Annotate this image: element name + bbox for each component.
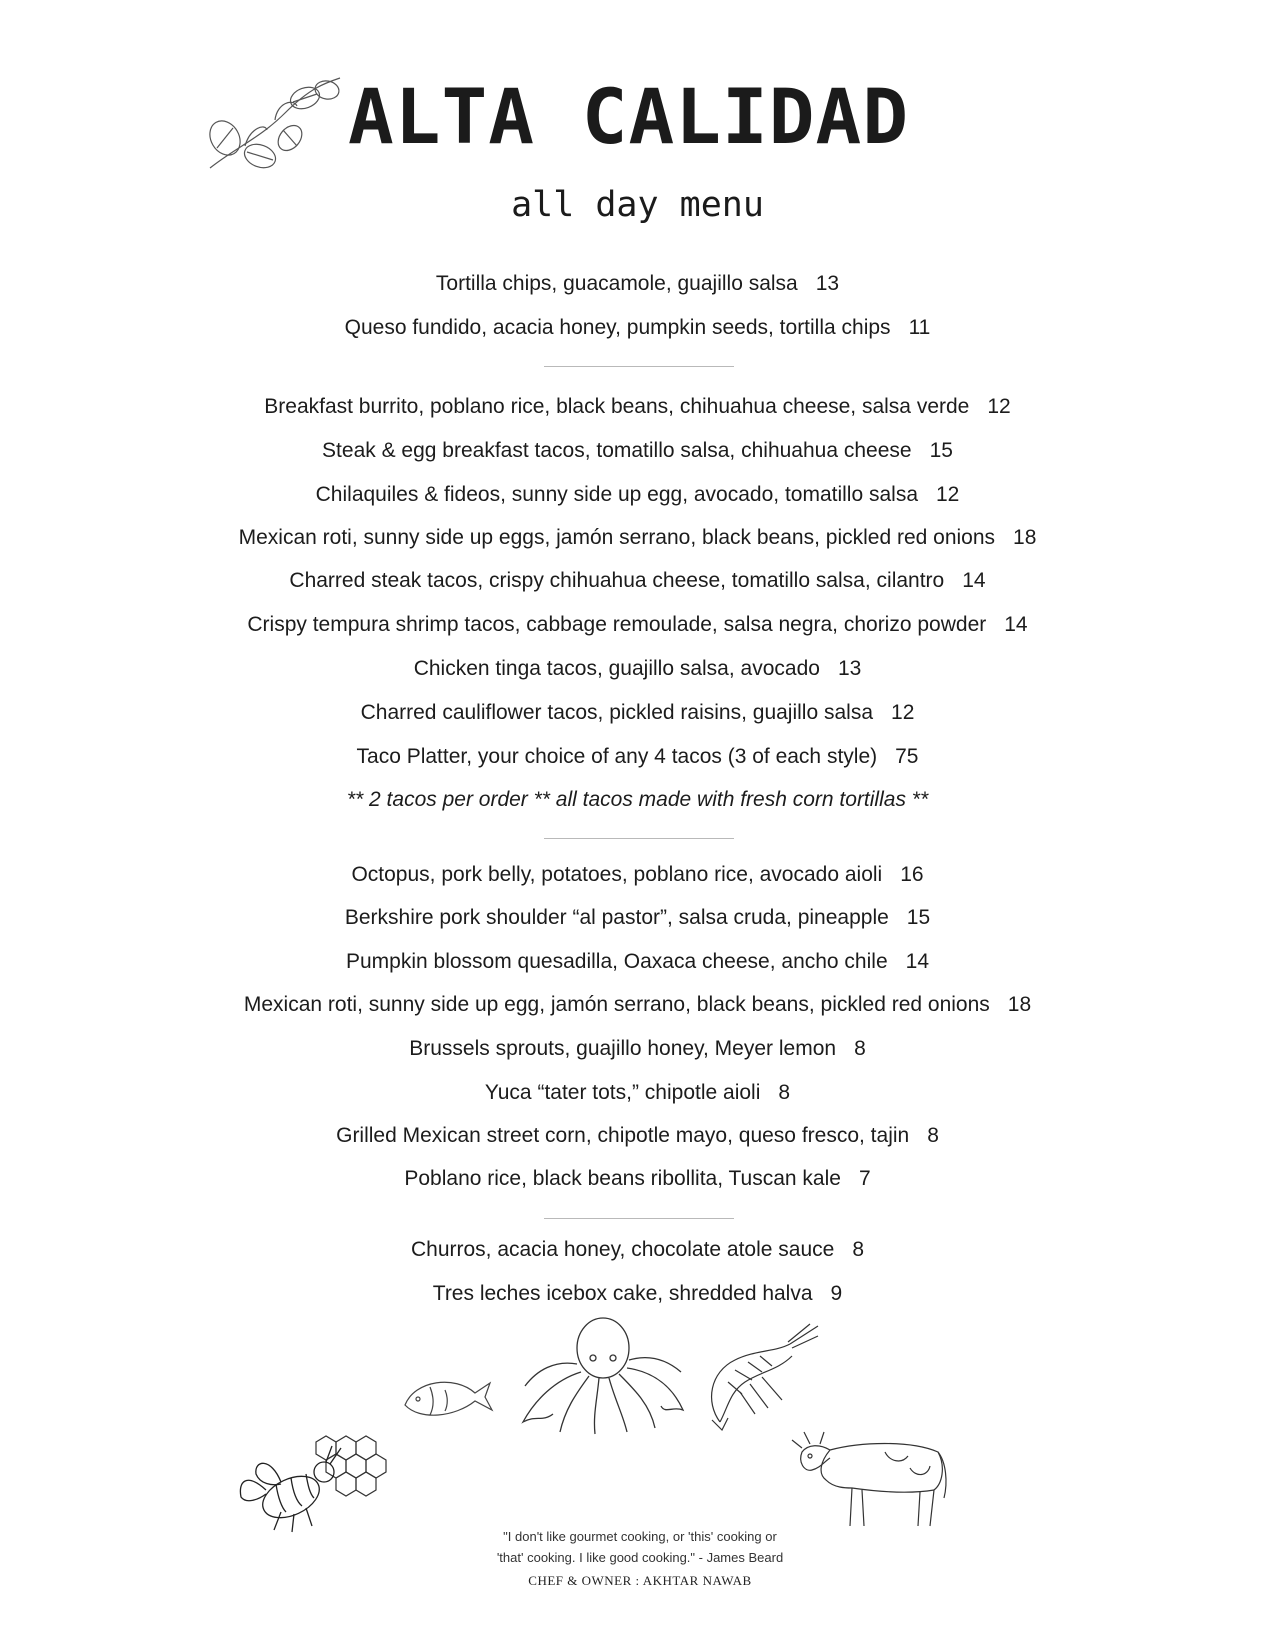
item-price: 14 (905, 950, 929, 973)
item-price: 16 (900, 863, 924, 886)
section-divider (544, 366, 734, 367)
quote-line: "I don't like gourmet cooking, or 'this' cooking or (503, 1529, 777, 1544)
shrimp-icon (700, 1322, 820, 1434)
item-price: 14 (962, 569, 986, 592)
item-price: 14 (1004, 613, 1028, 636)
item-name: Mexican roti, sunny side up eggs, jamón serrano, black beans, pickled red onions (238, 526, 996, 549)
item-price: 11 (908, 316, 931, 339)
item-price: 8 (927, 1124, 939, 1147)
menu-item (0, 947, 1275, 977)
quote-line: 'that' cooking. I like good cooking." - James Beard (496, 1550, 784, 1565)
item-name: Grilled Mexican street corn, chipotle mayo, queso fresco, tajin (336, 1124, 910, 1147)
item-name: Yuca “tater tots,” chipotle aioli (484, 1081, 761, 1104)
item-name: Breakfast burrito, poblano rice, black beans, chihuahua cheese, salsa verde (264, 395, 970, 418)
section-divider (544, 838, 734, 839)
menu-title: all day menu (511, 185, 764, 225)
item-price: 8 (778, 1081, 791, 1104)
chef-credit: CHEF & OWNER : AKHTAR NAWAB (528, 1573, 752, 1588)
item-name: Charred cauliflower tacos, pickled raisins, guajillo salsa (360, 701, 874, 724)
item-name: Octopus, pork belly, potatoes, poblano rice, avocado aioli (351, 863, 883, 886)
item-price: 15 (906, 906, 931, 929)
item-price: 7 (858, 1167, 871, 1190)
item-name: Berkshire pork shoulder “al pastor”, salsa cruda, pineapple (344, 906, 889, 929)
menu-item (0, 1078, 1275, 1108)
item-price: 12 (987, 395, 1011, 418)
item-price: 8 (854, 1037, 866, 1060)
item-name: Churros, acacia honey, chocolate atole sauce (410, 1238, 835, 1261)
item-price: 15 (929, 439, 953, 462)
item-price: 8 (852, 1238, 865, 1261)
menu-item (0, 742, 1275, 772)
item-price: 75 (895, 745, 919, 768)
menu-item (0, 566, 1275, 596)
item-name: Poblano rice, black beans ribollita, Tuscan kale (404, 1167, 841, 1190)
item-price: 12 (936, 483, 960, 506)
menu-item (0, 1279, 1275, 1309)
item-price: 18 (1013, 526, 1037, 549)
cow-icon (790, 1422, 950, 1532)
restaurant-name: ALTA CALIDAD (348, 72, 910, 161)
menu-item (0, 610, 1275, 640)
menu-item (0, 1164, 1275, 1194)
menu-item (0, 436, 1275, 466)
quote (440, 1526, 840, 1568)
section-divider (544, 1218, 734, 1219)
item-name: Steak & egg breakfast tacos, tomatillo salsa, chihuahua cheese (322, 439, 912, 462)
menu-item (0, 654, 1275, 684)
item-name: Queso fundido, acacia honey, pumpkin seeds, tortilla chips (344, 316, 891, 339)
menu-item (0, 313, 1275, 343)
logo (205, 62, 910, 182)
taco-note: ** 2 tacos per order ** all tacos made with fresh corn tortillas ** (346, 788, 929, 811)
item-price: 13 (837, 657, 862, 680)
menu-item (0, 860, 1275, 890)
item-name: Chilaquiles & fideos, sunny side up egg, avocado, tomatillo salsa (315, 483, 918, 506)
item-name: Chicken tinga tacos, guajillo salsa, avocado (413, 657, 820, 680)
item-name: Pumpkin blossom quesadilla, Oaxaca cheese, ancho chile (345, 950, 888, 973)
item-name: Charred steak tacos, crispy chihuahua cheese, tomatillo salsa, cilantro (289, 569, 945, 592)
menu-item (0, 480, 1275, 510)
bee-icon (236, 1442, 351, 1534)
fish-icon (400, 1365, 495, 1423)
item-name: Tortilla chips, guacamole, guajillo salsa (435, 272, 798, 295)
item-name: Tres leches icebox cake, shredded halva (432, 1282, 813, 1305)
item-price: 13 (815, 272, 840, 295)
menu-item (0, 1235, 1275, 1265)
menu-item (0, 1121, 1275, 1151)
item-name: Mexican roti, sunny side up egg, jamón serrano, black beans, pickled red onions (243, 993, 990, 1016)
menu-item (0, 1034, 1275, 1064)
item-price: 12 (891, 701, 915, 724)
item-name: Brussels sprouts, guajillo honey, Meyer lemon (409, 1037, 837, 1060)
item-price: 18 (1007, 993, 1032, 1016)
item-name: Taco Platter, your choice of any 4 tacos (3 of each style) (356, 745, 878, 768)
menu-item (0, 990, 1275, 1020)
menu-item (0, 392, 1275, 422)
menu-item (0, 698, 1275, 728)
menu-item (0, 523, 1275, 553)
item-price: 9 (830, 1282, 843, 1305)
vine-icon (205, 68, 345, 178)
menu-item (0, 269, 1275, 299)
menu-item (0, 903, 1275, 933)
item-name: Crispy tempura shrimp tacos, cabbage remoulade, salsa negra, chorizo powder (247, 613, 987, 636)
octopus-icon (515, 1310, 690, 1438)
